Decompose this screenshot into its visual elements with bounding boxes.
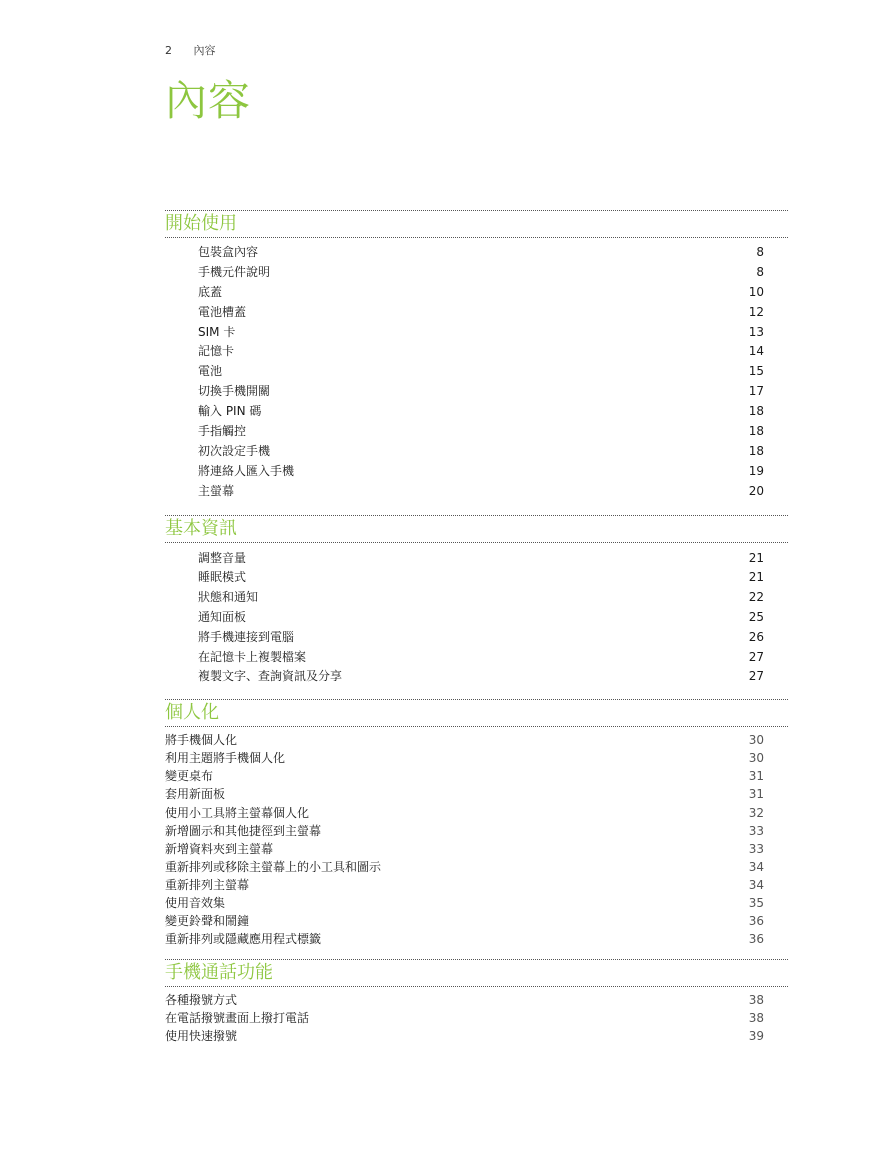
toc-entry-page: 20 xyxy=(748,483,764,498)
toc-entry-page: 31 xyxy=(748,787,764,802)
toc-entry-label: 手機元件說明 xyxy=(198,264,271,279)
toc-entry-page: 36 xyxy=(748,932,764,947)
table-of-contents xyxy=(165,210,788,1046)
toc-entry-page: 36 xyxy=(748,914,764,929)
toc-entry-page: 18 xyxy=(748,404,764,419)
toc-entry-label: 電池槽蓋 xyxy=(198,304,247,319)
toc-entry-label: 切換手機開關 xyxy=(198,384,271,399)
toc-entry-label: 底蓋 xyxy=(198,284,223,299)
section-heading[interactable]: 手機通話功能 xyxy=(165,959,788,987)
toc-entry[interactable] xyxy=(165,283,788,303)
toc-entry[interactable] xyxy=(165,731,788,749)
toc-entry-page: 8 xyxy=(756,245,764,259)
toc-entry[interactable] xyxy=(165,628,788,648)
toc-entry[interactable] xyxy=(165,303,788,323)
page-title: 內容 xyxy=(165,76,252,125)
toc-entry[interactable] xyxy=(165,930,788,948)
toc-entry-page: 21 xyxy=(748,570,764,585)
toc-entry[interactable] xyxy=(165,767,788,785)
toc-entry-page: 30 xyxy=(748,733,764,748)
toc-entry-list xyxy=(165,727,788,948)
section-heading[interactable]: 基本資訊 xyxy=(165,515,788,543)
toc-entry[interactable] xyxy=(165,1027,788,1045)
toc-entry-page: 33 xyxy=(748,823,764,838)
toc-entry[interactable] xyxy=(165,442,788,462)
toc-entry[interactable] xyxy=(165,858,788,876)
toc-entry[interactable] xyxy=(165,549,788,569)
toc-entry-page: 26 xyxy=(748,629,764,644)
toc-entry-page: 8 xyxy=(756,264,764,279)
toc-entry[interactable] xyxy=(165,422,788,442)
toc-entry-label: 包裝盒內容 xyxy=(198,245,259,259)
toc-section-personalizing xyxy=(165,699,788,948)
toc-entry-page: 39 xyxy=(748,1029,764,1044)
toc-entry-page: 13 xyxy=(748,324,764,339)
toc-entry-page: 34 xyxy=(748,859,764,874)
toc-entry-label: 重新排列或隱藏應用程式標籤 xyxy=(165,932,322,947)
toc-entry-page: 15 xyxy=(748,364,764,379)
toc-entry-label: 將手機連接到電腦 xyxy=(198,629,295,644)
running-title: 內容 xyxy=(193,44,216,57)
toc-entry[interactable] xyxy=(165,876,788,894)
toc-entry-page: 25 xyxy=(748,609,764,624)
toc-entry-label: 使用音效集 xyxy=(165,896,226,910)
toc-entry-label: 狀態和通知 xyxy=(198,590,259,605)
toc-entry-page: 30 xyxy=(748,751,764,766)
toc-entry[interactable] xyxy=(165,785,788,803)
toc-entry-label: 初次設定手機 xyxy=(198,443,271,458)
toc-entry-label: 主螢幕 xyxy=(198,483,235,498)
toc-entry-label: 重新排列或移除主螢幕上的小工具和圖示 xyxy=(165,859,382,874)
toc-entry-page: 10 xyxy=(748,284,764,299)
toc-entry-label: 手指觸控 xyxy=(198,424,247,439)
toc-entry-page: 22 xyxy=(748,590,764,605)
toc-entry[interactable] xyxy=(165,749,788,767)
toc-entry[interactable] xyxy=(165,362,788,382)
toc-entry-page: 19 xyxy=(748,463,764,478)
toc-entry-label: 變更桌布 xyxy=(165,769,214,784)
toc-entry-page: 31 xyxy=(748,769,764,784)
toc-entry[interactable] xyxy=(165,822,788,840)
toc-entry[interactable] xyxy=(165,342,788,362)
toc-entry[interactable] xyxy=(165,263,788,283)
toc-entry[interactable] xyxy=(165,912,788,930)
toc-entry-label: 新增圖示和其他捷徑到主螢幕 xyxy=(165,823,322,838)
toc-entry-label: 調整音量 xyxy=(198,550,247,565)
toc-entry-label: 各種撥號方式 xyxy=(165,993,238,1008)
toc-section-phone-calls xyxy=(165,959,788,1045)
toc-entry[interactable] xyxy=(165,382,788,402)
toc-entry[interactable] xyxy=(165,608,788,628)
toc-entry-label: 通知面板 xyxy=(198,609,247,624)
toc-entry-list xyxy=(165,987,788,1045)
toc-entry[interactable] xyxy=(165,402,788,422)
toc-entry[interactable] xyxy=(165,243,788,263)
toc-entry-label: 利用主題將手機個人化 xyxy=(165,751,286,766)
section-heading[interactable]: 個人化 xyxy=(165,699,788,727)
toc-entry-label: 將手機個人化 xyxy=(165,733,238,748)
toc-entry-label: 新增資料夾到主螢幕 xyxy=(165,841,274,856)
toc-entry-page: 18 xyxy=(748,424,764,439)
toc-entry-list xyxy=(165,543,788,688)
toc-entry-label: 記憶卡 xyxy=(198,344,235,359)
toc-entry[interactable] xyxy=(165,804,788,822)
toc-entry[interactable] xyxy=(165,667,788,687)
toc-entry-label: 使用小工具將主螢幕個人化 xyxy=(165,805,310,820)
toc-entry-label: 套用新面板 xyxy=(165,787,226,802)
running-header xyxy=(165,42,216,58)
toc-entry-label: 睡眠模式 xyxy=(198,570,247,585)
toc-entry-page: 34 xyxy=(748,877,764,892)
toc-entry-page: 21 xyxy=(748,550,764,565)
toc-entry-label: 在電話撥號畫面上撥打電話 xyxy=(165,1011,310,1026)
toc-entry-page: 14 xyxy=(748,344,764,359)
toc-entry-label: 將連絡人匯入手機 xyxy=(198,463,295,478)
toc-entry-page: 38 xyxy=(748,993,764,1008)
toc-entry-label: 使用快速撥號 xyxy=(165,1029,238,1044)
toc-entry-page: 18 xyxy=(748,443,764,458)
toc-entry[interactable] xyxy=(165,840,788,858)
section-heading[interactable]: 開始使用 xyxy=(165,210,788,238)
toc-entry-page: 27 xyxy=(748,669,764,684)
toc-entry-page: 35 xyxy=(748,896,764,910)
toc-entry[interactable] xyxy=(165,894,788,912)
toc-entry-label: 電池 xyxy=(198,364,223,379)
toc-section-basics xyxy=(165,515,788,688)
toc-entry-page: 27 xyxy=(748,649,764,664)
toc-entry-page: 17 xyxy=(748,384,764,399)
toc-entry[interactable] xyxy=(165,323,788,343)
toc-section-getting-started xyxy=(165,210,788,502)
page-number: 2 xyxy=(165,44,172,57)
toc-entry-page: 32 xyxy=(748,805,764,820)
toc-entry[interactable] xyxy=(165,648,788,668)
toc-entry-label: 在記憶卡上複製檔案 xyxy=(198,649,307,664)
toc-entry-label: 變更鈴聲和鬧鐘 xyxy=(165,914,250,929)
toc-entry-page: 33 xyxy=(748,841,764,856)
toc-entry-label: 複製文字、查詢資訊及分享 xyxy=(198,669,343,684)
toc-entry-label: SIM 卡 xyxy=(198,324,236,339)
toc-entry[interactable] xyxy=(165,482,788,502)
toc-entry-label: 重新排列主螢幕 xyxy=(165,877,250,892)
toc-entry-page: 38 xyxy=(748,1011,764,1026)
toc-entry[interactable] xyxy=(165,568,788,588)
toc-entry[interactable] xyxy=(165,991,788,1009)
toc-entry[interactable] xyxy=(165,1009,788,1027)
toc-entry-label: 輸入 PIN 碼 xyxy=(198,404,262,419)
toc-entry[interactable] xyxy=(165,462,788,482)
toc-entry-list xyxy=(165,238,788,502)
toc-entry[interactable] xyxy=(165,588,788,608)
toc-entry-page: 12 xyxy=(748,304,764,319)
